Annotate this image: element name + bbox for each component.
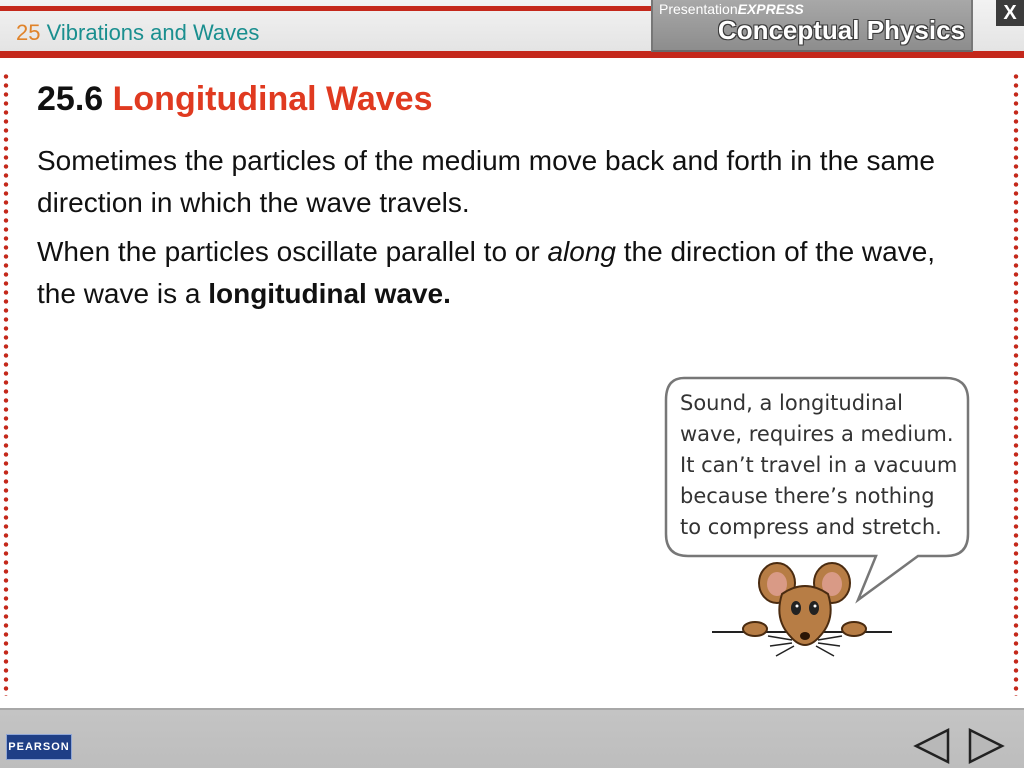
header-accent-line-bottom bbox=[0, 51, 1024, 58]
section-title-text: Longitudinal Waves bbox=[112, 80, 433, 118]
paragraph-2-emphasis: along bbox=[547, 236, 616, 267]
speech-bubble-cartoon bbox=[660, 374, 980, 664]
paragraph-2 bbox=[37, 231, 977, 315]
chapter-title: Vibrations and Waves bbox=[46, 20, 260, 45]
brand-subtitle-bold: EXPRESS bbox=[737, 1, 804, 17]
chapter-number: 25 bbox=[16, 20, 41, 45]
slide-header bbox=[0, 0, 1024, 58]
next-slide-button[interactable] bbox=[966, 726, 1006, 766]
paragraph-2-middle: the direction of the wave, the wave is a bbox=[37, 236, 936, 309]
pearson-logo: PEARSON bbox=[6, 734, 72, 760]
paragraph-1: Sometimes the particles of the medium move back and forth in the same direction in which the wave travels. bbox=[37, 145, 935, 218]
chapter-heading bbox=[16, 20, 259, 46]
brand-logo bbox=[651, 0, 973, 52]
header-accent-line-top bbox=[0, 6, 652, 11]
paragraph-2-start: When the particles oscillate parallel to or bbox=[37, 236, 548, 267]
dotted-border-right bbox=[1013, 72, 1019, 696]
close-button[interactable]: X bbox=[996, 0, 1024, 26]
section-title bbox=[37, 80, 433, 119]
paragraph-2-term: longitudinal wave. bbox=[208, 278, 451, 309]
mouse-icon bbox=[712, 563, 892, 656]
speech-bubble-text: Sound, a longitudinal wave, requires a medium. It can’t travel in a vacuum because there’s nothing to compress and stretch. bbox=[680, 391, 958, 539]
brand-title: Conceptual Physics bbox=[717, 15, 965, 45]
brand-subtitle-prefix: Presentation bbox=[659, 1, 738, 17]
previous-slide-button[interactable] bbox=[912, 726, 952, 766]
section-number: 25.6 bbox=[37, 80, 104, 118]
dotted-border-left bbox=[3, 72, 9, 696]
slide-footer bbox=[0, 708, 1024, 768]
